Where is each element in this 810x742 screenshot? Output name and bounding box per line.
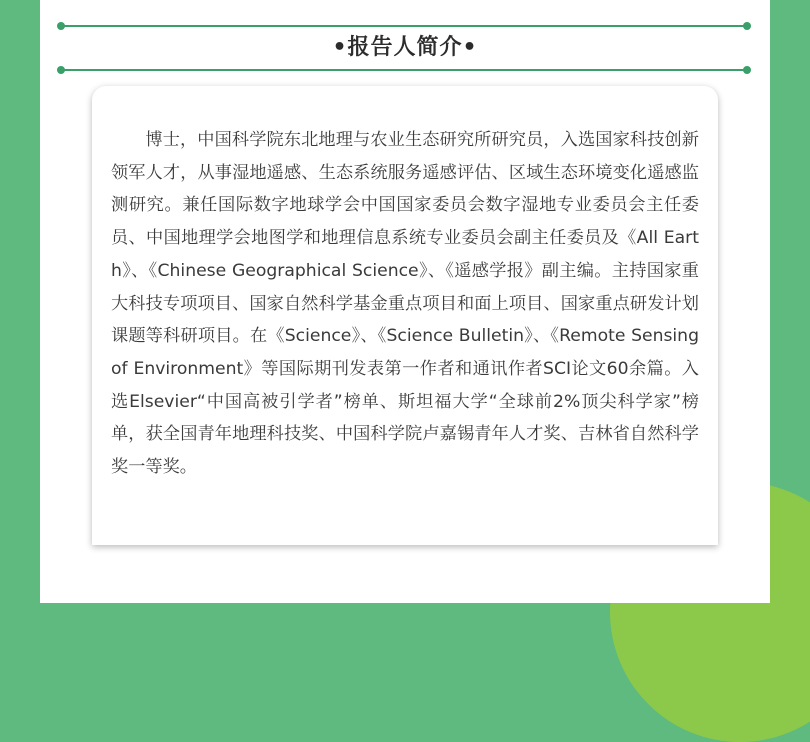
section-title: •报告人简介•: [332, 35, 478, 60]
title-divider-bottom: [60, 69, 748, 71]
bio-card: [92, 86, 718, 545]
bio-paragraph: 博士，中国科学院东北地理与农业生态研究所研究员，入选国家科技创新领军人才，从事湿地遥感、生态系统服务遥感评估、区域生态环境变化遥感监测研究。兼任国际数字地球学会中国国家委员会数字湿地专业委员会主任委员、中国地理学会地图学和地理信息系统专业委员会副主任委员及《All Earth》、《Chinese Geographical Science》、《遥感学报》副主编。主持国家重大科技专项项目、国家自然科学基金重点项目和面上项目、国家重点研发计划课题等科研项目。在《Science》、《Science Bulletin》、《Remote Sensing of Environment》等国际期刊发表第一作者和通讯作者SCI论文60余篇。入选Elsevier“中国高被引学者”榜单、斯坦福大学“全球前2%顶尖科学家”榜单，获全国青年地理科技奖、中国科学院卢嘉锡青年人才奖、吉林省自然科学奖一等奖。: [111, 130, 699, 478]
title-divider-top: [60, 25, 748, 27]
content-panel: [40, 0, 770, 603]
